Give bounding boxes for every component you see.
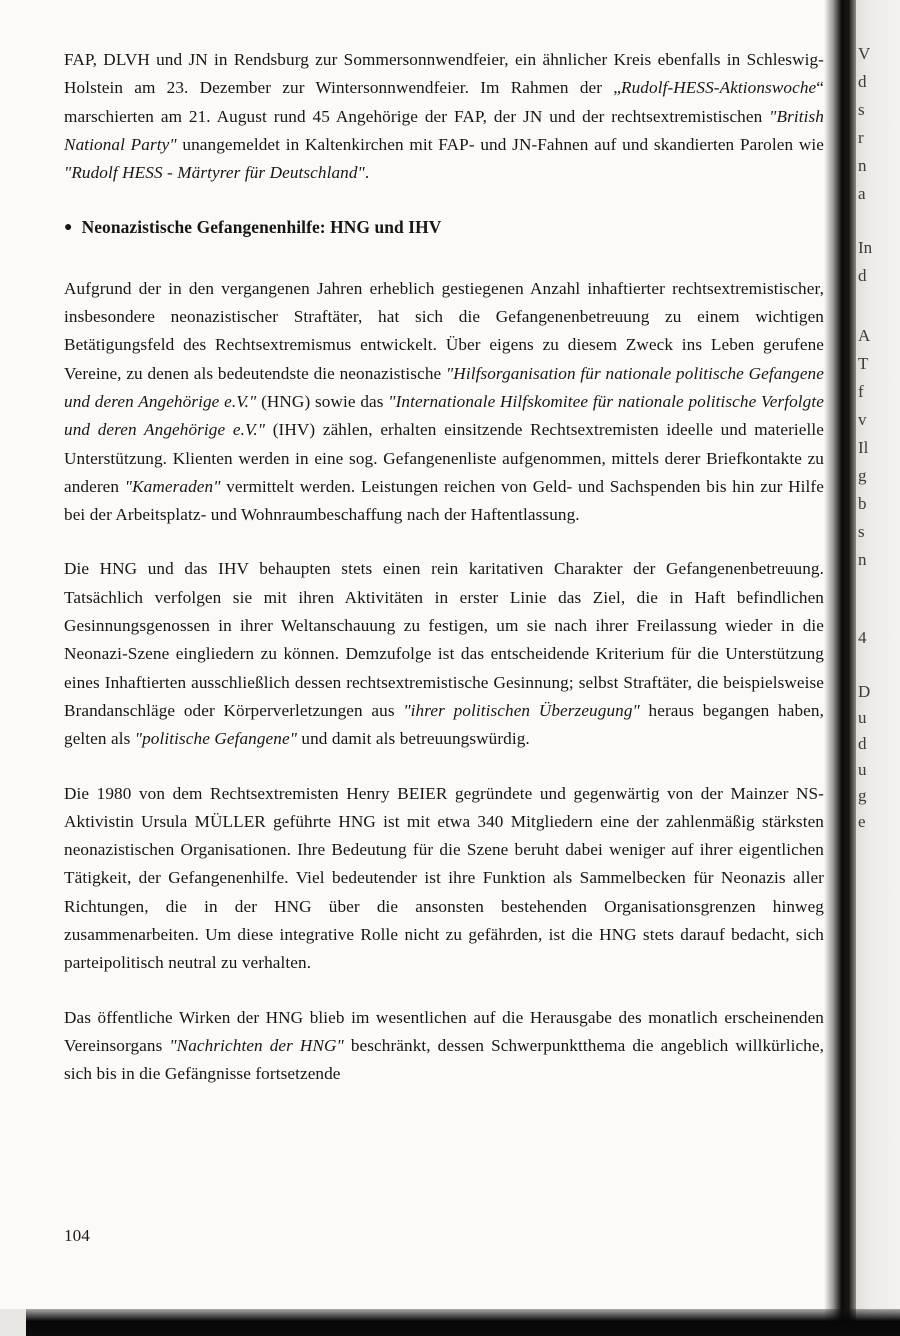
text-segment: unangemeldet in Kaltenkirchen mit FAP- und JN-Fahnen auf und skandierten Parolen wie	[176, 134, 824, 154]
adjacent-page-text-fragment: In	[858, 238, 873, 257]
scan-bottom-edge	[26, 1309, 900, 1336]
adjacent-page-text-fragment: n	[858, 550, 867, 569]
adjacent-page-text-fragment: Il	[858, 438, 869, 457]
paragraph	[64, 275, 824, 530]
adjacent-page-text-fragment: D	[858, 682, 871, 701]
italic-text-segment: Rudolf-HESS-Aktionswoche	[621, 78, 817, 98]
italic-text-segment: "Internationale Hilfskomitee für nationale politische Verfolgte und deren Angehörige e.V."	[64, 391, 824, 440]
text-segment: FAP, DLVH und JN in Rendsburg zur Sommersonnwendfeier, ein ähnlicher Kreis ebenfalls in Schleswig-Holstein am 23. Dezember zur Wintersonnwendfeier. Im Rahmen der „	[64, 50, 824, 98]
text-segment: .	[364, 163, 370, 183]
adjacent-page-text-fragment: s	[858, 100, 865, 119]
bullet-icon: ●	[64, 220, 73, 236]
adjacent-page-text-fragment: r	[858, 128, 864, 147]
text-segment: heraus begangen haben, gelten als	[64, 700, 824, 749]
adjacent-page-edge	[852, 0, 900, 1336]
book-gutter-shadow	[824, 0, 856, 1336]
adjacent-page-text-fragment: V	[858, 44, 871, 63]
scan-bottom-corner	[0, 1309, 26, 1336]
text-segment: “ marschierten am 21. August rund 45 Angehörige der FAP, der JN und der rechtsextremistischen	[64, 78, 824, 126]
adjacent-page-text-fragment: a	[858, 184, 866, 203]
adjacent-page-text-fragment: n	[858, 156, 867, 175]
italic-text-segment: "Nachrichten der HNG"	[169, 1035, 344, 1055]
adjacent-page-text-fragment: u	[858, 760, 867, 779]
italic-text-segment: "Rudolf HESS - Märtyrer für Deutschland"	[64, 163, 365, 183]
text-segment: Die HNG und das IHV behaupten stets einen rein karitativen Charakter der Gefangenenbetreuung. Tatsächlich verfolgen sie mit ihren Aktivitäten in erster Linie das Ziel, die in Haft befindlichen Gesinnungsgenossen in ihrer Weltanschauung zu festigen, um sie nach ihrer Freilassung wieder in die Neonazi-Szene eingliedern zu können. Demzufolge ist das entscheidende Kriterium für die Unterstützung eines Inhaftierten ausschließlich dessen rechtsextremistische Gesinnung; selbst Straftäter, die beispielsweise Brandanschläge oder Körperverletzungen aus	[64, 559, 824, 720]
adjacent-page-text-fragment: A	[858, 326, 871, 345]
page-text-column	[64, 46, 824, 1115]
text-segment: und damit als betreuungswürdig.	[297, 729, 530, 749]
adjacent-page-text-fragment: d	[858, 266, 867, 285]
text-segment: Die 1980 von dem Rechtsextremisten Henry BEIER gegründete und gegenwärtig von der Mainzer NS-Aktivistin Ursula MÜLLER geführte HNG ist mit etwa 340 Mitgliedern eine der zahlenmäßig stärksten neonazistischen Organisationen. Ihre Bedeutung für die Szene beruht dabei weniger auf ihrer eigentlichen Tätigkeit, der Gefangenenhilfe. Viel bedeutender ist ihre Funktion als Sammelbecken für Neonazis aller Richtungen, die in der HNG über die ansonsten bestehenden Organisationsgrenzen hinweg zusammenarbeiten. Um diese integrative Rolle nicht zu gefährden, ist die HNG stets darauf bedacht, sich parteipolitisch neutral zu verhalten.	[64, 783, 824, 973]
adjacent-page-text-fragment: f	[858, 382, 864, 401]
paragraph	[64, 46, 824, 187]
paragraph	[64, 1004, 824, 1089]
text-segment: beschränkt, dessen Schwerpunktthema die angeblich willkürliche, sich bis in die Gefängnisse fortsetzende	[64, 1035, 824, 1084]
text-segment: (IHV) zählen, erhalten einsitzende Rechtsextremisten ideelle und materielle Unterstützung. Klienten werden in eine sog. Gefangenenliste aufgenommen, mittels derer Briefkontakte zu anderen	[64, 420, 824, 496]
italic-text-segment: "politische Gefangene"	[134, 729, 298, 749]
adjacent-page-text-fragment: u	[858, 708, 867, 727]
adjacent-page-text-fragment: d	[858, 72, 867, 91]
page-number: 104	[64, 1226, 90, 1245]
italic-text-segment: "Hilfsorganisation für nationale politische Gefangene und deren Angehörige e.V."	[64, 363, 824, 411]
section-heading	[64, 213, 824, 244]
section-heading-text: Neonazistische Gefangenenhilfe: HNG und IHV	[81, 217, 442, 238]
text-segment: vermittelt werden. Leistungen reichen von Geld- und Sachspenden bis hin zur Hilfe bei der Arbeitsplatz- und Wohnraumbeschaffung nach der Haftentlassung.	[64, 476, 824, 525]
adjacent-page-text-fragment: v	[858, 410, 867, 429]
italic-text-segment: "ihrer politischen Überzeugung"	[403, 700, 640, 720]
adjacent-page-text-fragment: 4	[858, 628, 867, 647]
text-segment: (HNG) sowie das	[256, 391, 389, 411]
adjacent-page-text-fragment: s	[858, 522, 865, 541]
paragraph	[64, 555, 824, 753]
italic-text-segment: "British National Party"	[64, 106, 824, 154]
paragraph-list	[64, 275, 824, 1089]
adjacent-page-text-fragment: e	[858, 812, 866, 831]
text-segment: Aufgrund der in den vergangenen Jahren erheblich gestiegenen Anzahl inhaftierter rechtsextremistischer, insbesondere neonazistischer Straftäter, hat sich die Gefangenenbetreuung zu einem wichtigen Betätigungsfeld des Rechtsextremismus entwickelt. Über eigens zu diesem Zweck ins Leben gerufene Vereine, zu denen als bedeutendste die neonazistische	[64, 278, 824, 383]
text-segment: Das öffentliche Wirken der HNG blieb im wesentlichen auf die Herausgabe des monatlich erscheinenden Vereinsorgans	[64, 1007, 824, 1055]
adjacent-page-text-fragment: g	[858, 466, 867, 485]
adjacent-page-text-fragment: b	[858, 494, 867, 513]
paragraph	[64, 780, 824, 978]
adjacent-page-text-fragment: d	[858, 734, 867, 753]
adjacent-page-text-fragment: T	[858, 354, 869, 373]
italic-text-segment: "Kameraden"	[124, 476, 221, 496]
adjacent-page-text-fragment: g	[858, 786, 867, 805]
